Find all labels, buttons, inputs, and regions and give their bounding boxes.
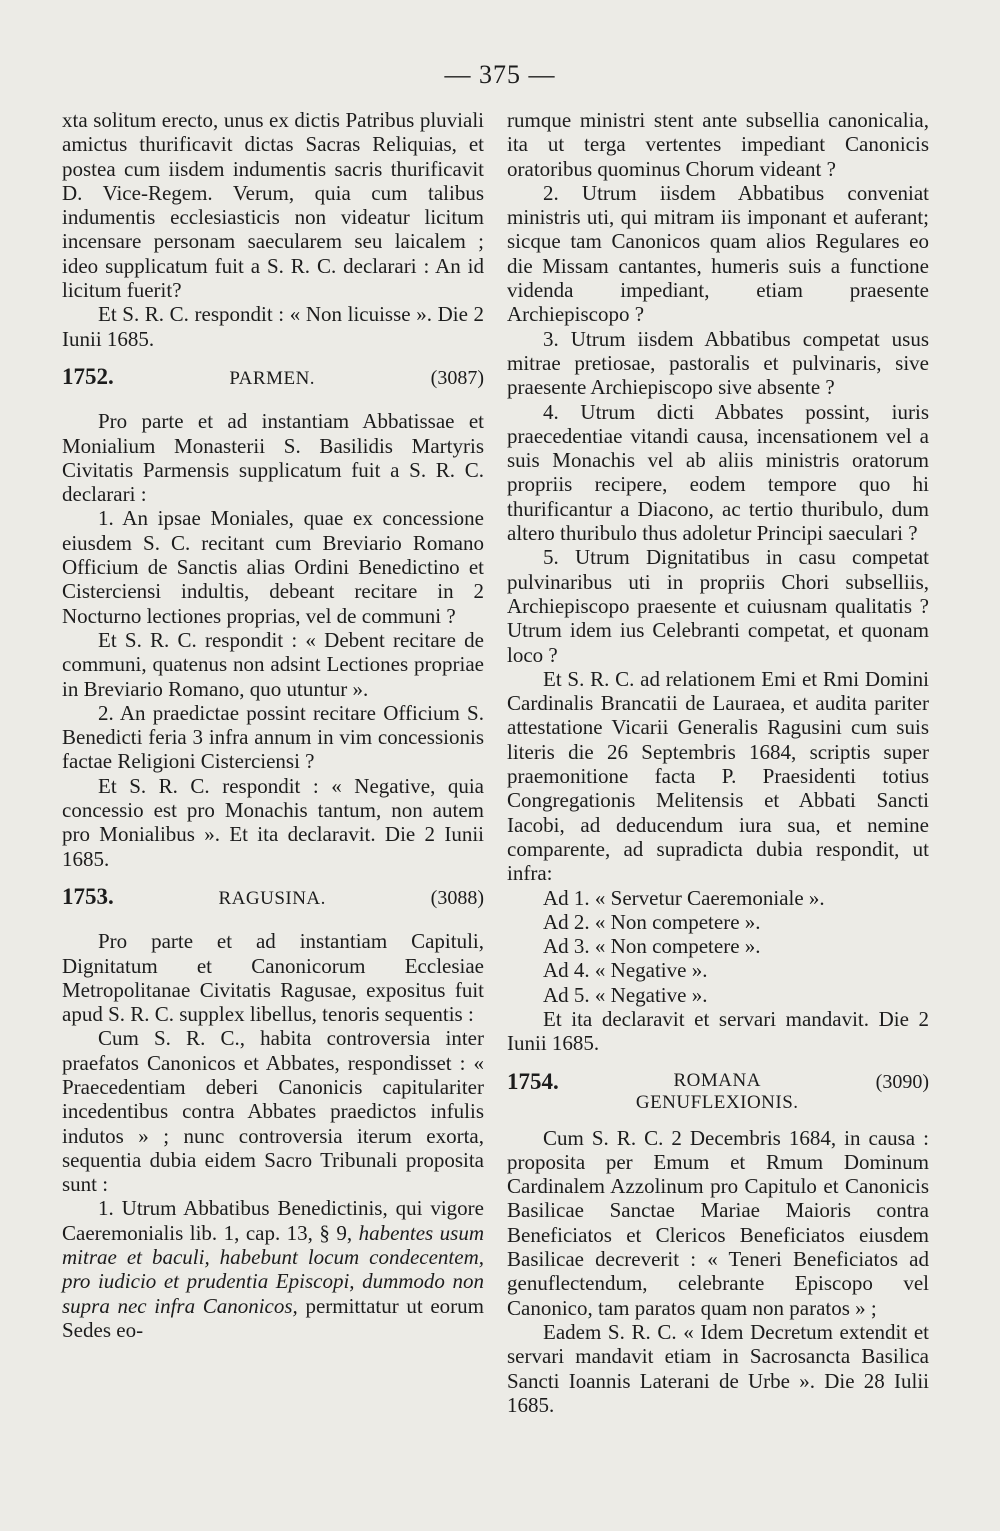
answer-line: Ad 4. « Negative ». — [543, 958, 708, 983]
paragraph: rumque ministri stent ante subsellia canonicalia, ita ut terga vertentes impediant Canonicis oratoribus quominus Chorum videant ? — [507, 108, 929, 181]
decree-title: RAGUSINA. — [218, 887, 326, 909]
paragraph: Et S. R. C. respondit : « Debent recitare de communi, quatenus non adsint Lectiones propriae in Breviario Romano, quo utuntur ». — [62, 627, 484, 701]
left-column — [62, 108, 484, 1342]
italic-quotation: habentes usum mitrae et baculi, habebunt locum condecentem, pro iudicio et prudentia Episcopi, dummodo non supra nec infra Canonicos, — [62, 1220, 485, 1318]
decree-heading-1753 — [62, 885, 484, 911]
decree-title — [636, 1070, 799, 1114]
decree-reference: (3090) — [875, 1070, 929, 1093]
answer-line: Ad 3. « Non competere ». — [543, 934, 761, 959]
right-column — [507, 108, 929, 1417]
paragraph: xta solitum erecto, unus ex dictis Patribus pluviali amictus thurificavit dictas Sacras Reliquias, et postea cum iisdem indumentis sacris thurificavit D. Vice-Regem. Verum, quia cum talibus indumentis ecclesiasticis non videatur licitum incensare personam saecularem seu laicalem ; ideo supplicatum fuit a S. R. C. declarari : An id licitum fuerit? — [62, 108, 484, 303]
paragraph: 2. Utrum iisdem Abbatibus conveniat ministris uti, qui mitram iis imponant et auferant; sicque tam Canonicos quam alios Regulares eo die Missam cantantes, humeris suis a functione videnda impediant, etiam praesente Archiepiscopo ? — [507, 180, 929, 327]
paragraph: Eadem S. R. C. « Idem Decretum extendit et servari mandavit etiam in Sacrosancta Basilica Sancti Ioannis Laterani de Urbe ». Die 28 Iulii 1685. — [507, 1319, 929, 1417]
decree-heading-1754 — [507, 1070, 929, 1114]
paragraph: Cum S. R. C. 2 Decembris 1684, in causa : proposita per Emum et Rmum Dominum Cardinalem Azzolinum pro Capitulo et Canonicis Basilicae Sanctae Mariae Maioris contra Beneficiatos et Clericos Beneficiatos eiusdem Basilicae decreverit : « Teneri Beneficiatos ad genuflectendum, celebrante Episcopo vel Canonico, tam paratos quam non paratos » ; — [507, 1125, 929, 1320]
paragraph — [62, 1196, 484, 1342]
paragraph: 5. Utrum Dignitatibus in casu competat pulvinaribus uti in propriis Chori subselliis, Archiepiscopo praesente et cuiusnam qualitatis ? Utrum idem ius Celebranti competat, et quonam loco ? — [507, 545, 929, 667]
decree-number: 1753. — [62, 883, 114, 909]
text-run: permittatur ut eorum Sedes eo- — [62, 1293, 484, 1342]
decree-number: 1752. — [62, 363, 114, 389]
decree-reference: (3087) — [430, 366, 484, 389]
paragraph: Et S. R. C. respondit : « Non licuisse ». Die 2 Iunii 1685. — [62, 302, 484, 351]
answer-line: Ad 1. « Servetur Caeremoniale ». — [543, 885, 825, 910]
text-run: 1. Utrum Abbatibus Benedictinis, qui vigore Caeremonialis lib. 1, cap. 13, § 9, — [62, 1196, 484, 1245]
paragraph: Et S. R. C. ad relationem Emi et Rmi Domini Cardinalis Brancatii de Lauraea, et audita pariter attestatione Vicarii Generalis Ragusini cum suis literis die 26 Septembris 1684, scriptis super praemonitione facta P. Praesidenti totius Congregationis Melitensis et Abbati Sancti Iacobi, ad deducendum iura sua, et nemine comparente, ad supradicta dubia respondit, ut infra: — [507, 666, 929, 886]
paragraph: 3. Utrum iisdem Abbatibus competat usus mitrae pretiosae, pastoralis et pulvinaris, sive praesente Archiepiscopo sive absente ? — [507, 326, 929, 400]
paragraph: Et ita declaravit et servari mandavit. Die 2 Iunii 1685. — [507, 1006, 929, 1056]
decree-number: 1754. — [507, 1068, 559, 1094]
paragraph: Et S. R. C. respondit : « Negative, quia concessio est pro Monachis tantum, non autem pro Monialibus ». Et ita declaravit. Die 2 Iunii 1685. — [62, 773, 484, 871]
page-number: — 375 — — [444, 60, 556, 89]
decree-title-line: GENUFLEXIONIS. — [635, 1091, 799, 1113]
decree-reference: (3088) — [430, 886, 484, 909]
answer-line: Ad 2. « Non competere ». — [543, 909, 761, 934]
paragraph: Pro parte et ad instantiam Capituli, Dignitatum et Canonicorum Ecclesiae Metropolitanae Civitatis Ragusae, expositus fuit apud S. R. C. supplex libellus, tenoris sequentis : — [62, 929, 484, 1027]
paragraph: 1. An ipsae Moniales, quae ex concessione eiusdem S. C. recitant cum Breviario Romano Officium de Sanctis alias Ordini Benedictino et Cisterciensi indultis, debeant recitare in 2 Nocturno lectiones proprias, vel de communi ? — [62, 506, 484, 628]
decree-title: PARMEN. — [229, 367, 316, 389]
paragraph: 4. Utrum dicti Abbates possint, iuris praecedentiae vitandi causa, incensationem vel a suis Monachis vel ab aliis ministris oratorum propriis recipere, eodem tempore quo hi thurificantur a Diacono, ac tertio thuribulo, dum altero thuribulo thus adoletur Principi saeculari ? — [507, 399, 929, 546]
decree-title-line: ROMANA — [673, 1069, 761, 1091]
answer-line: Ad 5. « Negative ». — [543, 982, 708, 1007]
decree-heading-1752 — [62, 365, 484, 391]
paragraph: Pro parte et ad instantiam Abbatissae et Monialium Monasterii S. Basilidis Martyris Civitatis Parmensis supplicatum fuit a S. R. C. declarari : — [62, 409, 484, 507]
paragraph: Cum S. R. C., habita controversia inter praefatos Canonicos et Abbates, respondisset : « Praecedentiam deberi Canonicis capitulariter incedentibus contra Abbates praedictos infulis indutos » ; nunc controversia iterum exorta, sequentia dubia eidem Sacro Tribunali proposita sunt : — [62, 1026, 484, 1197]
paragraph: 2. An praedictae possint recitare Officium S. Benedicti feria 3 infra annum in vim concessionis factae Religioni Cisterciensi ? — [62, 700, 484, 774]
